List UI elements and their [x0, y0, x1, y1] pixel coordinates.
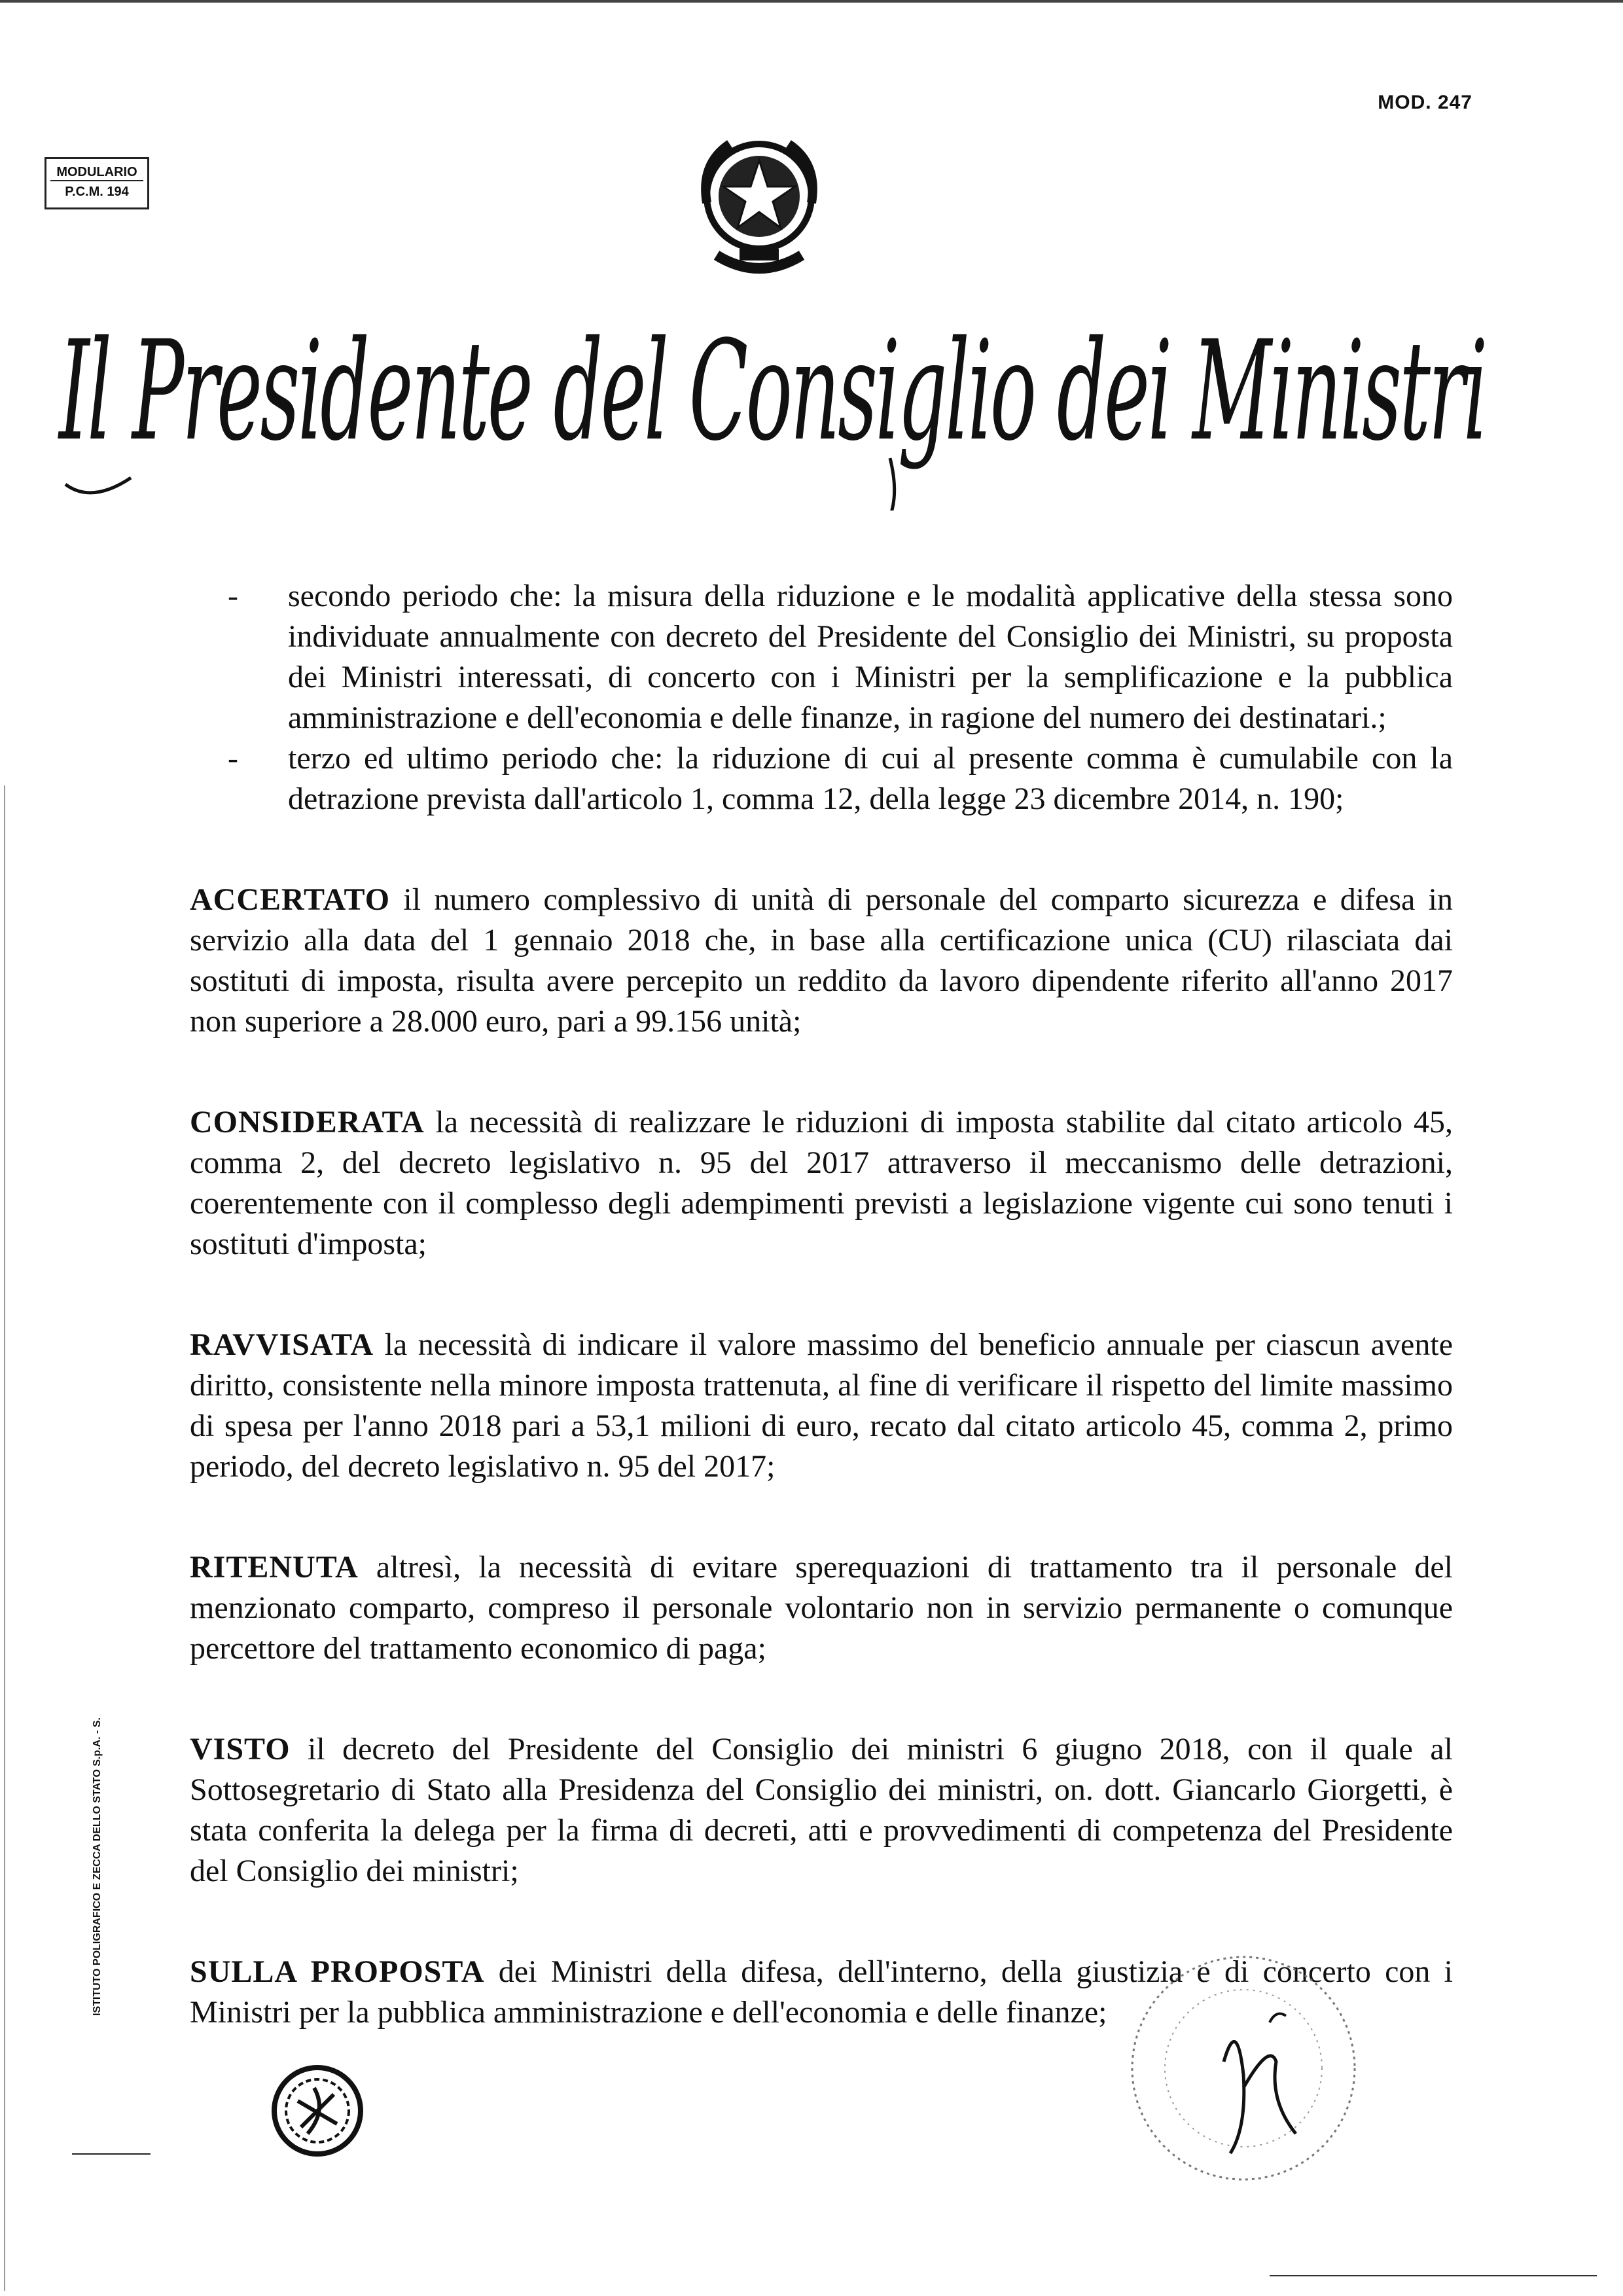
modulario-box: [45, 157, 149, 209]
modulario-line1: MODULARIO: [50, 164, 143, 181]
margin-dash: [72, 2153, 151, 2155]
paragraph-text: la necessità di indicare il valore massimo del beneficio annuale per ciascun avente diritto, consistente nella minore imposta trattenuta, al fine di verificare il rispetto del limite massimo di spesa per l'anno 2018 pari a 53,1 milioni di euro, recato dal citato articolo 45, comma 2, primo periodo, del decreto legislativo n. 95 del 2017;: [190, 1327, 1453, 1484]
small-seal-icon: [268, 2062, 366, 2160]
paragraph-text: il numero complessivo di unità di personale del comparto sicurezza e difesa in servizio alla data del 1 gennaio 2018 che, in base alla certificazione unica (CU) rilasciata dai sostituti di imposta, risulta avere percepito un reddito da lavoro dipendente riferito all'anno 2017 non superiore a 28.000 euro, pari a 99.156 unità;: [190, 882, 1453, 1039]
paragraph-lead: ACCERTATO: [190, 882, 391, 917]
paragraph-considerata: [190, 1102, 1453, 1265]
bullet-dash: -: [228, 741, 238, 776]
bullet-dash: -: [228, 579, 238, 613]
office-title-text: Il Presidente del Consiglio dei Ministri: [57, 311, 1486, 471]
modulario-line2: P.C.M. 194: [65, 185, 129, 199]
paragraph-text: altresì, la necessità di evitare sperequazioni di trattamento tra il personale del menzionato comparto, compreso il personale volontario non in servizio permanente o comunque percettore del trattamento economico di paga;: [190, 1550, 1453, 1666]
bottom-edge-line: [1270, 2275, 1597, 2276]
republic-emblem-icon: [684, 124, 834, 288]
paragraph-ravvisata: [190, 1325, 1453, 1487]
left-margin-rule: [4, 785, 5, 2291]
paragraph-ritenuta: [190, 1547, 1453, 1669]
paragraph-text: la necessità di realizzare le riduzioni di imposta stabilite dal citato articolo 45, comma 2, del decreto legislativo n. 95 del 2017 attraverso il meccanismo delle detrazioni, coerentemente con il complesso degli adempimenti previsti a legislazione vigente cui sono tenuti i sostituti d'imposta;: [190, 1105, 1453, 1261]
top-edge-line: [0, 0, 1623, 3]
document-body: [190, 576, 1454, 2033]
office-title-heading: [52, 288, 1492, 511]
bullet-text: terzo ed ultimo periodo che: la riduzione di cui al presente comma è cumulabile con la detrazione prevista dall'articolo 1, comma 12, della legge 23 dicembre 2014, n. 190;: [288, 741, 1453, 816]
paragraph-lead: RITENUTA: [190, 1550, 359, 1585]
paragraph-visto: [190, 1729, 1453, 1892]
bullet-item: [209, 738, 1453, 819]
paragraph-lead: RAVVISATA: [190, 1327, 374, 1362]
bullet-text: secondo periodo che: la misura della riduzione e le modalità applicative della stessa sono individuate annualmente con decreto del Presidente del Consiglio dei Ministri, su proposta dei Ministri interessati, di concerto con i Ministri per la semplificazione e la pubblica amministrazione e dell'economia e delle finanze, in ragione del numero dei destinatari.;: [288, 579, 1453, 735]
paragraph-text: dei Ministri della difesa, dell'interno, della giustizia e di concerto con i Ministri per la pubblica amministrazione e dell'economia e delle finanze;: [190, 1954, 1454, 2030]
paragraph-lead: VISTO: [190, 1732, 291, 1767]
bullet-item: [209, 576, 1453, 738]
printer-note: ISTITUTO POLIGRAFICO E ZECCA DELLO STATO S.p.A. - S.: [92, 1717, 103, 2016]
form-code: MOD. 247: [1378, 92, 1472, 113]
paragraph-lead: CONSIDERATA: [190, 1105, 425, 1139]
paragraph-lead: SULLA PROPOSTA: [190, 1954, 485, 1989]
paragraph-accertato: [190, 880, 1453, 1042]
official-stamp-signature-icon: [1113, 1937, 1374, 2199]
paragraph-text: il decreto del Presidente del Consiglio dei ministri 6 giugno 2018, con il quale al Sottosegretario di Stato alla Presidenza del Consiglio dei ministri, on. dott. Giancarlo Giorgetti, è stata conferita la delega per la firma di decreti, atti e provvedimenti di competenza del Presidente del Consiglio dei ministri;: [190, 1732, 1453, 1888]
